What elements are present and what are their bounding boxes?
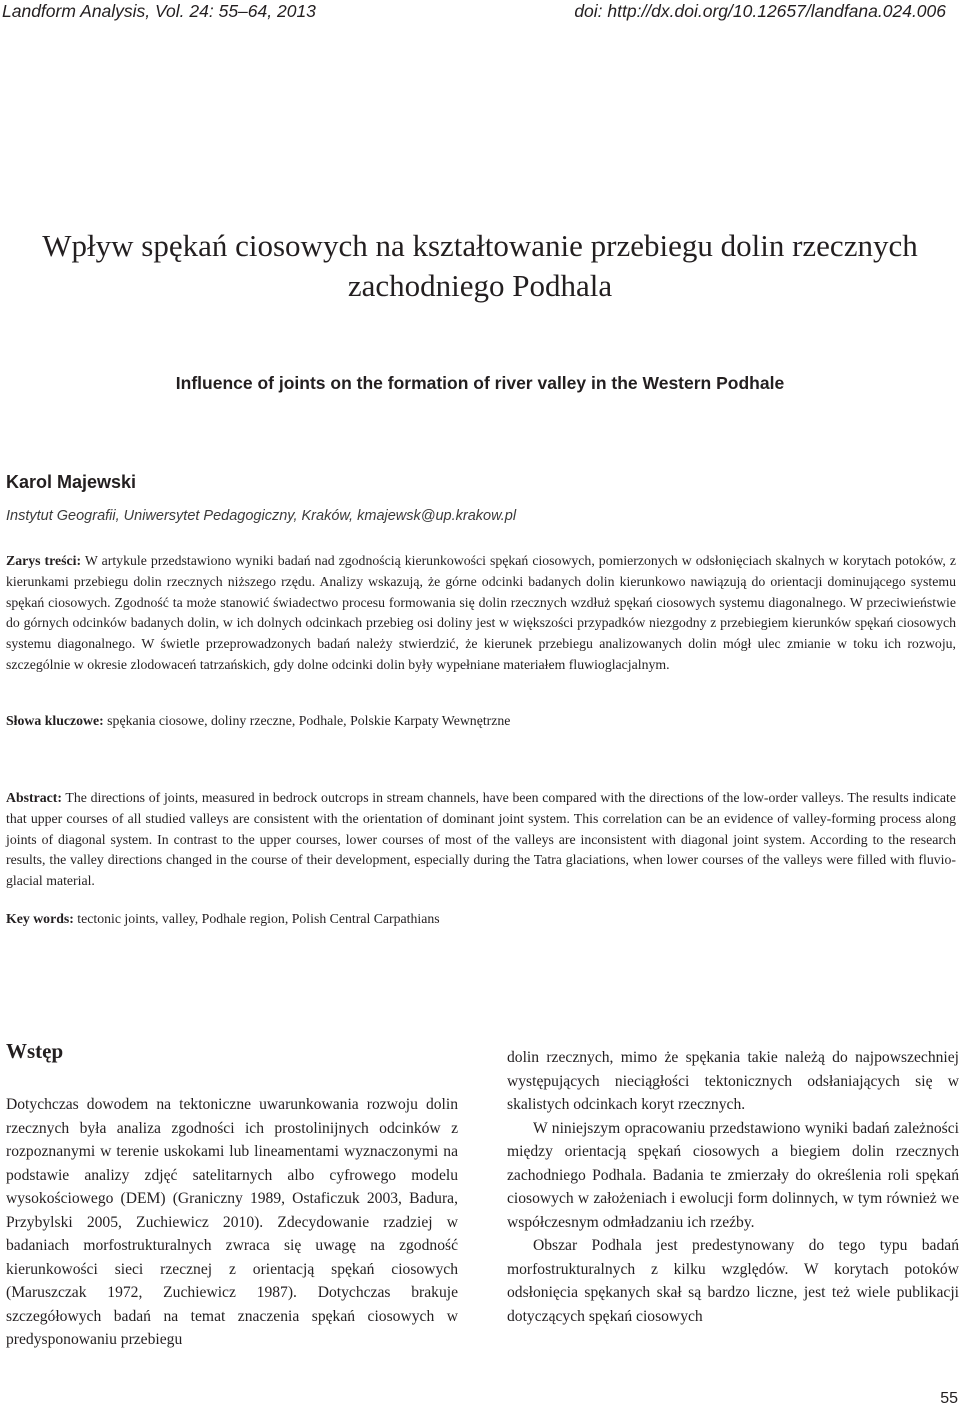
keywords-polish-label: Słowa kluczowe: <box>6 713 104 728</box>
abstract-english-text: The directions of joints, measured in bedrock outcrops in stream channels, have been compared with the directions of the low-order valleys. The results indicate that upper courses of all studied valleys are consistent with the orientation of dominant joint system. This correlation can be an evidence of valley-forming process along joints of diagonal system. In contrast to the upper courses, lower courses of most of the valleys are inconsistent with diagonal joint system. According to the research results, the valley directions changed in the course of their development, especially during the Tatra glaciations, when lower courses of the valleys were filled with fluvio-glacial material. <box>6 790 956 889</box>
journal-citation: Landform Analysis, Vol. 24: 55–64, 2013 <box>2 1 316 21</box>
paper-title-polish: Wpływ spękań ciosowych na kształtowanie przebiegu dolin rzecznych zachodniego Podhala <box>42 228 918 303</box>
author-affiliation: Instytut Geografii, Uniwersytet Pedagogiczny, Kraków, kmajewsk@up.krakow.pl <box>6 508 517 524</box>
paper-title-english: Influence of joints on the formation of river valley in the Western Podhale <box>175 373 785 393</box>
abstract-polish <box>6 551 956 676</box>
intro-paragraph-continued: dolin rzecznych, mimo że spękania takie należą do najpowszechniej występujących nieciągłości tektonicznych odsłaniających się w skalistych odcinkach koryt rzecznych. <box>507 1049 959 1113</box>
section-heading: Wstęp <box>6 1039 64 1063</box>
right-column <box>507 1046 959 1328</box>
keywords-polish <box>6 711 956 732</box>
keywords-english-label: Key words: <box>6 911 74 926</box>
keywords-english <box>6 909 956 930</box>
keywords-polish-text: spękania ciosowe, doliny rzeczne, Podhale, Polskie Karpaty Wewnętrzne <box>103 713 511 728</box>
author-name: Karol Majewski <box>6 472 137 492</box>
study-area-paragraph: Obszar Podhala jest predestynowany do tego typu badań morfostrukturalnych z kilku względów. W korytach potoków odsłonięcia spękanych skał są bardzo liczne, jest też wiele publikacji dotyczących spękań ciosowych <box>507 1237 959 1325</box>
abstract-polish-label: Zarys treści: <box>6 553 82 568</box>
doi-link[interactable]: doi: http://dx.doi.org/10.12657/landfana.024.006 <box>574 1 946 21</box>
abstract-english-label: Abstract: <box>6 790 62 805</box>
abstract-english <box>6 788 956 892</box>
intro-paragraph: Dotychczas dowodem na tektoniczne uwarunkowania rozwoju dolin rzecznych była analiza zgodności ich prostolinijnych odcinków z rozpoznanymi w terenie uskokami lub lineamentami wyznaczonymi na podstawie analizy zdjęć satelitarnych albo cyfrowego modelu wysokościowego (DEM) (Graniczny 1989, Ostaficzuk 2003, Badura, Przybylski 2005, Zuchiewicz 2010). Zdecydowanie rzadziej w badaniach morfostrukturalnych zwraca się uwagę na zgodność kierunkowości sieci rzecznej z orientacją spękań ciosowych (Maruszczak 1972, Zuchiewicz 1987). Dotychczas brakuje szczegółowych badań na temat znaczenia spękań ciosowych w predysponowaniu przebiegu <box>6 1096 458 1348</box>
scope-paragraph: W niniejszym opracowaniu przedstawiono wyniki badań zależności między orientacją spękań ciosowych a biegiem dolin rzecznych zachodniego Podhala. Badania te zmierzały do określenia roli spękań ciosowych w założeniach i ewolucji form dolinnych, w tym również we współczesnym odmładzaniu ich rzeźby. <box>507 1119 959 1231</box>
left-column <box>6 1093 458 1352</box>
keywords-english-text: tectonic joints, valley, Podhale region, Polish Central Carpathians <box>73 911 440 926</box>
abstract-polish-text: W artykule przedstawiono wyniki badań nad zgodnością kierunkowości spękań ciosowych, pomierzonych w odsłonięciach skalnych w korytach potoków, z kierunkami przebiegu dolin rzecznych niższego rzędu. Analizy wskazują, że górne odcinki badanych dolin kierunkowo nawiązują do orientacji dominującego systemu spękań ciosowych. Zgodność ta może stanowić świadectwo procesu formowania się dolin rzecznych wzdłuż spękań ciosowych systemu diagonalnego. W przeciwieństwie do górnych odcinków badanych dolin, w ich dolnych odcinkach przebieg osi doliny jest w większości przypadków niezgodny z przebiegiem kierunków spękań ciosowych systemu diagonalnego. W świetle przeprowadzonych badań należy stwierdzić, że kierunek przebiegu analizowanych dolin mógł ulec zmianie w toku ich rozwoju, szczególnie w okresie zlodowaceń tatrzańskich, gdy dolne odcinki dolin były wypełniane materiałem fluwioglacjalnym. <box>6 553 956 672</box>
page-number: 55 <box>940 1390 958 1407</box>
